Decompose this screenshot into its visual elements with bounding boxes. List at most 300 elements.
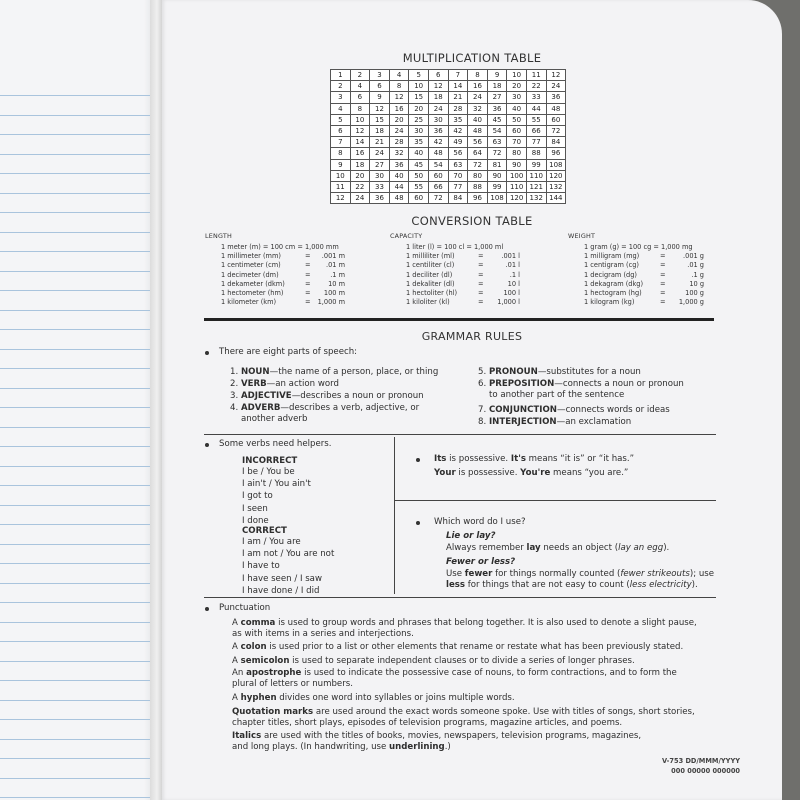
mult-cell: 55 [409,181,429,192]
conversion-weight [568,232,704,307]
punctuation-entry [232,668,677,680]
part-description: —an exclamation [556,417,632,427]
part-term: PRONOUN [488,367,538,377]
mult-cell: 10 [331,170,351,181]
part-term: VERB [240,379,267,389]
mult-cell: 4 [350,81,370,92]
mult-cell: 42 [448,125,468,136]
mult-cell: 21 [448,92,468,103]
weight-title: WEIGHT [568,232,596,240]
punct-text: are used around the exact words someone spoke. Use with titles of songs, short stories, [313,707,695,717]
conversion-equals: = [305,261,311,270]
part-number: 1. [230,367,239,377]
ruled-line [0,134,162,135]
part-description: —connects a noun or pronoun [554,379,684,389]
punctuation-entry-cont [232,742,451,754]
bullet-icon [416,458,420,462]
conversion-equals: = [478,298,484,307]
conversion-value: .01 g [687,261,704,270]
punct-term: Quotation marks [232,707,314,717]
conversion-value: .1 g [691,270,704,279]
conversion-row [568,252,704,261]
mult-cell: 40 [389,170,409,181]
parts-intro: There are eight parts of speech: [219,347,358,357]
mult-cell: 16 [468,81,488,92]
part-number: 3. [230,391,239,401]
punct-text-cont: and long plays. (In handwriting, use [232,742,390,752]
punct-text-end: .) [444,742,451,752]
part-number: 2. [230,379,239,389]
conversion-unit: 1 kilometer (km) [221,298,277,307]
punct-pre: A [232,693,241,703]
mult-cell: 24 [428,103,448,114]
mult-cell: 11 [331,181,351,192]
conversion-value: .01 l [505,261,520,270]
ruled-line [0,485,162,486]
mult-cell: 30 [428,114,448,125]
mult-cell: 96 [468,193,488,204]
conversion-row [205,252,345,261]
incorrect-label: INCORRECT [242,456,298,466]
mult-cell: 36 [370,193,390,204]
conversion-unit: 1 meter (m) = 100 cm = 1,000 mm [221,243,339,251]
part-of-speech [478,379,684,391]
ruled-line [0,154,162,155]
mult-cell: 121 [526,181,546,192]
punct-term: semicolon [240,656,290,666]
conversion-equals: = [305,298,311,307]
reference-page [162,0,782,800]
mult-cell: 7 [448,70,468,81]
mult-cell: 60 [507,125,527,136]
conversion-capacity [390,232,520,307]
part-description: —substitutes for a noun [537,367,641,377]
mult-cell: 36 [428,125,448,136]
conversion-row [205,289,345,298]
ruled-line [0,95,162,96]
mult-cell: 110 [526,170,546,181]
mult-row [331,70,566,81]
mult-cell: 63 [448,159,468,170]
conversion-row [390,243,520,252]
part-description-cont: another adverb [241,414,308,424]
incorrect-example: I ain't / You ain't [242,479,311,490]
mult-cell: 21 [370,137,390,148]
conversion-equals: = [660,261,666,270]
product-code: V-753 DD/MMM/YYYY [662,757,740,765]
mult-cell: 50 [507,114,527,125]
punct-term: colon [240,642,267,652]
mult-cell: 5 [409,70,429,81]
conversion-value: 100 l [503,288,520,297]
punct-text: is used prior to a list or other elements that rename or restate what has been previously stated. [266,642,684,652]
conversion-value: 1,000 l [497,298,520,307]
mult-cell: 16 [350,148,370,159]
ruled-line [0,700,162,701]
conversion-unit: 1 hectometer (hm) [221,288,284,297]
mult-cell: 18 [487,81,507,92]
mult-cell: 20 [350,170,370,181]
mult-row [331,148,566,159]
punctuation-entry [232,642,683,654]
punct-pre: A [232,642,241,652]
incorrect-example: I done [242,515,269,526]
ruled-line [0,544,162,545]
divider-line [394,500,716,501]
mult-cell: 120 [546,170,566,181]
part-description: —describes a verb, adjective, or [280,403,420,413]
part-description: —the name of a person, place, or thing [269,367,439,377]
ruled-line [0,115,162,116]
conversion-unit: 1 centigram (cg) [584,261,639,270]
mult-cell: 24 [350,193,370,204]
mult-cell: 80 [507,148,527,159]
punct-text: are used with the titles of books, movies, newspapers, television programs, magazines, [261,731,642,741]
conversion-unit: 1 centiliter (cl) [406,261,455,270]
part-term: ADVERB [240,403,281,413]
mult-cell: 54 [487,125,507,136]
part-of-speech [230,367,438,379]
conversion-unit: 1 kiloliter (kl) [406,298,450,307]
part-description: —connects words or ideas [556,405,670,415]
mult-cell: 110 [507,181,527,192]
ruled-line [0,641,162,642]
punct-term: comma [240,618,276,628]
conversion-equals: = [305,270,311,279]
divider-vertical [394,437,395,594]
punctuation-intro: Punctuation [219,603,271,613]
part-number: 7. [478,405,487,415]
mult-cell: 36 [389,159,409,170]
multiplication-table [330,69,566,204]
ruled-line [0,524,162,525]
conversion-value: .01 m [325,261,345,270]
conversion-row [390,289,520,298]
part-of-speech [230,391,424,403]
conversion-length [205,232,345,307]
part-term: ADJECTIVE [240,391,292,401]
mult-cell: 132 [526,193,546,204]
mult-cell: 48 [468,125,488,136]
mult-cell: 8 [331,148,351,159]
mult-cell: 55 [526,114,546,125]
mult-cell: 70 [448,170,468,181]
mult-cell: 72 [428,193,448,204]
conversion-unit: 1 liter (l) = 100 cl = 1,000 ml [406,243,504,251]
mult-cell: 24 [468,92,488,103]
grammar-title: GRAMMAR RULES [421,330,523,343]
mult-cell: 18 [370,125,390,136]
ruled-line [0,271,162,272]
mult-cell: 24 [370,148,390,159]
conversion-row [568,289,704,298]
length-title: LENGTH [205,232,233,240]
punctuation-entry [232,618,697,630]
ruled-line [0,427,162,428]
part-term: PREPOSITION [488,379,555,389]
conversion-unit: 1 dekaliter (dl) [406,279,455,288]
mult-cell: 9 [370,92,390,103]
correct-example: I have done / I did [242,585,320,596]
mult-cell: 56 [468,137,488,148]
ruled-line [0,466,162,467]
punct-text: is used to group words and phrases that belong together. It is also used to denote a slight pause, [275,618,697,628]
correct-example: I have seen / I saw [242,573,322,584]
conversion-row [205,280,345,289]
mult-cell: 28 [448,103,468,114]
mult-cell: 30 [507,92,527,103]
ruled-line [0,583,162,584]
punct-pre: A [232,618,241,628]
mult-cell: 72 [468,159,488,170]
ruled-line [0,290,162,291]
ruled-line [0,622,162,623]
mult-row [331,114,566,125]
mult-cell: 7 [331,137,351,148]
ruled-line [0,739,162,740]
punct-pre: A [232,656,241,666]
ruled-line [0,407,162,408]
part-term: CONJUNCTION [488,405,557,415]
mult-row [331,103,566,114]
incorrect-example: I got to [242,491,273,502]
mult-cell: 66 [428,181,448,192]
conversion-equals: = [660,298,666,307]
ruled-line [0,778,162,779]
conversion-value: 10 g [689,279,704,288]
ruled-line [0,563,162,564]
conversion-value: 100 g [685,288,704,297]
conversion-equals: = [660,288,666,297]
conversion-value: 100 m [323,288,345,297]
mult-cell: 4 [389,70,409,81]
mult-cell: 9 [487,70,507,81]
capacity-title: CAPACITY [390,232,423,240]
punctuation-entry [232,693,515,705]
conversion-equals: = [660,279,666,288]
ruled-line [0,232,162,233]
conversion-equals: = [660,270,666,279]
mult-cell: 33 [526,92,546,103]
ruled-line [0,661,162,662]
mult-cell: 44 [526,103,546,114]
mult-cell: 108 [546,159,566,170]
punct-term: Italics [232,731,262,741]
mult-cell: 28 [389,137,409,148]
mult-cell: 45 [487,114,507,125]
mult-cell: 81 [487,159,507,170]
mult-cell: 8 [468,70,488,81]
mult-cell: 66 [526,125,546,136]
ruled-line [0,173,162,174]
mult-cell: 6 [370,81,390,92]
conversion-row [568,243,704,252]
punct-text-cont: chapter titles, short plays, episodes of television programs, magazine articles, and poems. [232,718,623,728]
punct-text-cont: plural of letters or numbers. [232,679,353,689]
part-term: NOUN [240,367,270,377]
mult-row [331,81,566,92]
conversion-equals: = [660,252,666,261]
mult-cell: 24 [389,125,409,136]
ruled-line [0,446,162,447]
mult-cell: 6 [428,70,448,81]
mult-cell: 77 [526,137,546,148]
mult-cell: 99 [487,181,507,192]
mult-cell: 27 [487,92,507,103]
barcode-number: 000 00000 000000 [671,767,740,775]
punctuation-entry [232,707,695,719]
conversion-unit: 1 kilogram (kg) [584,298,635,307]
mult-cell: 2 [350,70,370,81]
mult-cell: 15 [370,114,390,125]
conversion-row [205,261,345,270]
mult-cell: 10 [350,114,370,125]
ruled-line [0,310,162,311]
conversion-unit: 1 decimeter (dm) [221,270,279,279]
its-line: Its is possessive. It's means “it is” or “it has.” [434,454,635,464]
conversion-equals: = [478,252,484,261]
divider-line [204,434,716,435]
incorrect-example: I be / You be [242,467,295,477]
ruled-line [0,797,162,798]
mult-cell: 5 [331,114,351,125]
conversion-row [390,280,520,289]
mult-cell: 20 [409,103,429,114]
mult-cell: 12 [370,103,390,114]
ruled-line [0,212,162,213]
punct-text: is used to indicate the possessive case of nouns, to form contractions, and to form the [301,668,677,678]
ruled-line [0,758,162,759]
conversion-unit: 1 gram (g) = 100 cg = 1,000 mg [584,243,693,251]
part-number: 4. [230,403,239,413]
mult-cell: 36 [487,103,507,114]
mult-cell: 60 [409,193,429,204]
mult-cell: 32 [389,148,409,159]
punct-text: divides one word into syllables or joins multiple words. [276,693,515,703]
ruled-line [0,368,162,369]
conversion-unit: 1 hectogram (hg) [584,288,642,297]
fewer-less-answer: Use fewer for things normally counted (fewer strikeouts); use [446,569,715,579]
conversion-unit: 1 milliliter (ml) [406,252,455,261]
conversion-row [205,298,345,307]
correct-example: I am not / You are not [242,549,335,560]
mult-cell: 2 [331,81,351,92]
conversion-row [205,243,345,252]
conversion-value: 1,000 m [317,298,345,307]
mult-cell: 108 [487,193,507,204]
mult-cell: 88 [526,148,546,159]
mult-cell: 10 [507,70,527,81]
part-of-speech [478,405,670,417]
mult-cell: 8 [350,103,370,114]
mult-cell: 72 [487,148,507,159]
ruled-line [0,602,162,603]
helpers-intro: Some verbs need helpers. [219,439,332,449]
part-term: INTERJECTION [488,417,557,427]
fewer-less-question: Fewer or less? [446,557,516,567]
incorrect-example: I seen [242,503,268,514]
mult-cell: 9 [331,159,351,170]
mult-cell: 42 [428,137,448,148]
correct-label: CORRECT [242,526,287,536]
mult-cell: 12 [428,81,448,92]
mult-cell: 27 [370,159,390,170]
conversion-row [390,252,520,261]
part-of-speech [230,379,339,391]
mult-cell: 35 [448,114,468,125]
mult-cell: 72 [546,125,566,136]
conversion-row [390,261,520,270]
conversion-row [568,271,704,280]
mult-cell: 96 [546,148,566,159]
punctuation-entry-cont [232,629,414,641]
mult-cell: 56 [448,148,468,159]
mult-cell: 48 [428,148,448,159]
mult-row [331,170,566,181]
mult-cell: 16 [389,103,409,114]
conversion-equals: = [478,261,484,270]
mult-cell: 40 [409,148,429,159]
conversion-value: .001 l [501,252,520,261]
conversion-row [205,271,345,280]
mult-cell: 4 [331,103,351,114]
conversion-unit: 1 dekagram (dkg) [584,279,644,288]
conversion-value: .1 m [330,270,345,279]
mult-cell: 32 [468,103,488,114]
mult-cell: 12 [331,193,351,204]
multiplication-title: MULTIPLICATION TABLE [402,51,542,65]
which-intro: Which word do I use? [434,517,526,527]
mult-cell: 30 [370,170,390,181]
mult-cell: 84 [448,193,468,204]
mult-cell: 40 [507,103,527,114]
fewer-less-answer-2: less for things that are not easy to count (less electricity). [446,580,698,590]
mult-cell: 88 [468,181,488,192]
punct-term: underlining [389,742,445,752]
mult-cell: 90 [487,170,507,181]
mult-cell: 10 [409,81,429,92]
part-description: —an action word [266,379,339,389]
mult-cell: 8 [389,81,409,92]
mult-cell: 44 [389,181,409,192]
punctuation-entry [232,656,635,668]
correct-example: I am / You are [242,537,301,547]
mult-cell: 64 [468,148,488,159]
mult-cell: 45 [409,159,429,170]
conversion-equals: = [305,279,311,288]
mult-cell: 12 [350,125,370,136]
mult-cell: 49 [448,137,468,148]
correct-example: I have to [242,561,280,572]
punct-text: is used to separate independent clauses or to divide a series of longer phrases. [289,656,635,666]
mult-cell: 25 [409,114,429,125]
mult-cell: 3 [370,70,390,81]
conversion-value: .1 l [509,270,520,279]
conversion-unit: 1 deciliter (dl) [406,270,453,279]
mult-cell: 48 [546,103,566,114]
punct-text-cont: as with items in a series and interjections. [232,629,414,639]
conversion-equals: = [305,252,311,261]
part-of-speech [230,403,419,415]
conversion-unit: 1 millimeter (mm) [221,252,281,261]
mult-cell: 50 [409,170,429,181]
mult-cell: 80 [468,170,488,181]
mult-cell: 99 [526,159,546,170]
ruled-line [0,193,162,194]
ruled-line [0,329,162,330]
conversion-row [568,261,704,270]
mult-cell: 120 [507,193,527,204]
